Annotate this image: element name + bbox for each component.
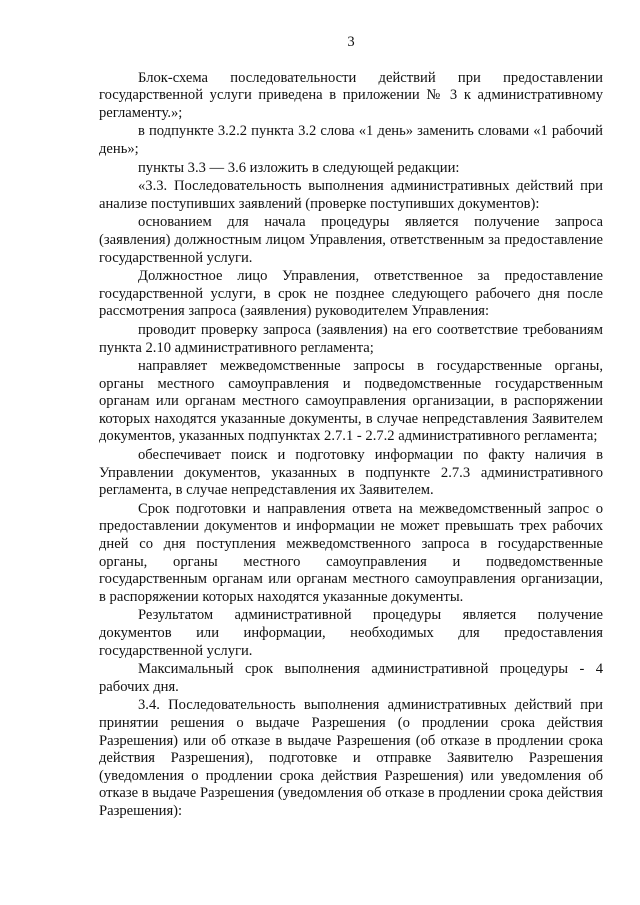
paragraph-clauses-33-36: пункты 3.3 — 3.6 изложить в следующей редакции: xyxy=(138,159,460,176)
paragraph-interagency-requests: направляет межведомственные запросы в государственные органы, органы местного самоуправления и подведомственные государственным органам или органам местного самоуправления организации, в распоряжении которых находятся указанные документы, в случае непредставления Заявителем документов, указанных подпунктах 2.7.1 - 2.7.2 административного регламента; xyxy=(99,358,603,445)
paragraph-33-heading: «3.3. Последовательность выполнения административных действий при анализе поступивших заявлений (проверке поступивших документов): xyxy=(99,178,603,212)
paragraph-max-duration: Максимальный срок выполнения административной процедуры - 4 рабочих дня. xyxy=(99,661,603,695)
paragraph-search-information: обеспечивает поиск и подготовку информации по факту наличия в Управлении документов, указанных в подпункте 2.7.3 административного регламента, в случае непредставления их Заявителем. xyxy=(99,447,603,499)
paragraph-procedure-basis: основанием для начала процедуры является получение запроса (заявления) должностным лицом Управления, ответственным за предоставление государственной услуги. xyxy=(99,214,603,266)
paragraph-procedure-result: Результатом административной процедуры является получение документов или информации, необходимых для предоставления государственной услуги. xyxy=(99,607,603,659)
paragraph-response-deadline: Срок подготовки и направления ответа на межведомственный запрос о предоставлении документов и информации не может превышать трех рабочих дней со дня поступления межведомственного запроса в государственные органы, органы местного самоуправления и подведомственные государственным органам или органам местного самоуправления организации, в распоряжении которых находятся указанные документы. xyxy=(99,500,603,605)
paragraph-subclause-322: в подпункте 3.2.2 пункта 3.2 слова «1 день» заменить словами «1 рабочий день»; xyxy=(99,123,603,157)
page-number: 3 xyxy=(347,34,355,50)
paragraph-block-scheme: Блок-схема последовательности действий при предоставлении государственной услуги приведена в приложении № 3 к административному регламенту.»; xyxy=(99,69,603,121)
paragraph-checks-request: проводит проверку запроса (заявления) на его соответствие требованиям пункта 2.10 административного регламента; xyxy=(99,321,603,356)
paragraph-34-heading: 3.4. Последовательность выполнения административных действий при принятии решения о выдаче Разрешения (о продлении срока действия Разрешения) или об отказе в выдаче Разрешения (об отказе в продлении срока действия Разрешения), подготовке и отправке Заявителю Разрешения (уведомления о продлении срока действия Разрешения) или уведомления об отказе в выдаче Разрешения (уведомления об отказе в продлении срока действия Разрешения): xyxy=(99,697,603,819)
paragraph-official-duties: Должностное лицо Управления, ответственное за предоставление государственной услуги, в срок не позднее следующего рабочего дня после рассмотрения запроса (заявления) руководителем Управления: xyxy=(99,268,603,320)
